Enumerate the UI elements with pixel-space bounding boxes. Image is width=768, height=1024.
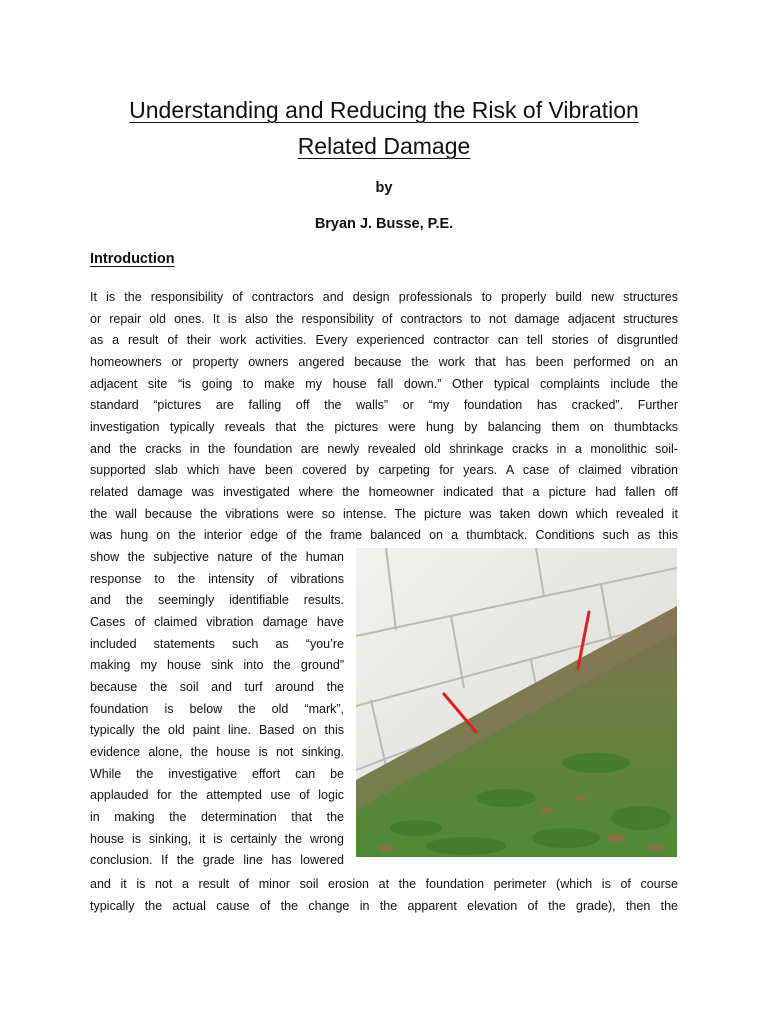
title-line-1: Understanding and Reducing the Risk of Vibration <box>129 97 639 123</box>
foundation-photo-illustration <box>356 548 677 857</box>
title-line-2: Related Damage <box>297 133 471 159</box>
paragraph-line: and the cracks in the foundation are newly revealed old shrinkage cracks in a monolithic soil- <box>90 442 678 456</box>
paragraph-line: and the seemingly identifiable results. <box>90 593 344 607</box>
author-name: Bryan J. Busse, P.E. <box>314 216 454 232</box>
paragraph-line: in making the determination that the <box>90 810 344 824</box>
paragraph-line: related damage was investigated where the homeowner indicated that a picture had fallen off <box>90 485 678 499</box>
paragraph-line: While the investigative effort can be <box>90 767 344 781</box>
paragraph-line: house is sinking, it is certainly the wrong <box>90 832 344 846</box>
paragraph-line: applauded for the attempted use of logic <box>90 788 344 802</box>
byline-by: by <box>375 180 393 196</box>
paragraph-line: was hung on the interior edge of the frame balanced on a thumbtack. Conditions such as this <box>90 528 678 542</box>
paragraph-line: making my house sink into the ground” <box>90 658 344 672</box>
paragraph-line: homeowners or property owners angered because the work that has been performed on an <box>90 355 678 369</box>
paragraph-line: Cases of claimed vibration damage have <box>90 615 344 629</box>
paragraph-line: the wall because the vibrations were so intense. The picture was taken down which revealed it <box>90 507 678 521</box>
paragraph-line: show the subjective nature of the human <box>90 550 344 564</box>
paragraph-line: or repair old ones. It is also the responsibility of contractors to not damage adjacent structures <box>90 312 678 326</box>
paragraph-line: adjacent site “is going to make my house fall down.” Other typical complaints include the <box>90 377 678 391</box>
paragraph-line: typically the actual cause of the change in the apparent elevation of the grade), then the <box>90 899 678 913</box>
paragraph-line: standard “pictures are falling off the walls” or “my foundation has cracked”. Further <box>90 398 678 412</box>
paragraph-line: as a result of their work activities. Every experienced contractor can tell stories of disgruntled <box>90 333 678 347</box>
paragraph-line: included statements such as “you’re <box>90 637 344 651</box>
section-heading: Introduction <box>90 251 175 267</box>
paragraph-line: because the soil and turf around the <box>90 680 344 694</box>
paragraph-line: response to the intensity of vibrations <box>90 572 344 586</box>
paragraph-line: foundation is below the old “mark”, <box>90 702 344 716</box>
paragraph-line: and it is not a result of minor soil erosion at the foundation perimeter (which is of course <box>90 877 678 891</box>
paragraph-line: supported slab which have been covered by carpeting for years. A case of claimed vibration <box>90 463 678 477</box>
paragraph-line: typically the old paint line. Based on this <box>90 723 344 737</box>
foundation-photo <box>356 548 677 857</box>
paragraph-line: evidence alone, the house is not sinking. <box>90 745 344 759</box>
paragraph-line: It is the responsibility of contractors and design professionals to properly build new structures <box>90 290 678 304</box>
paragraph-line: conclusion. If the grade line has lowered <box>90 853 344 867</box>
document-title <box>60 92 708 164</box>
paragraph-line: investigation typically reveals that the pictures were hung by balancing them on thumbtacks <box>90 420 678 434</box>
